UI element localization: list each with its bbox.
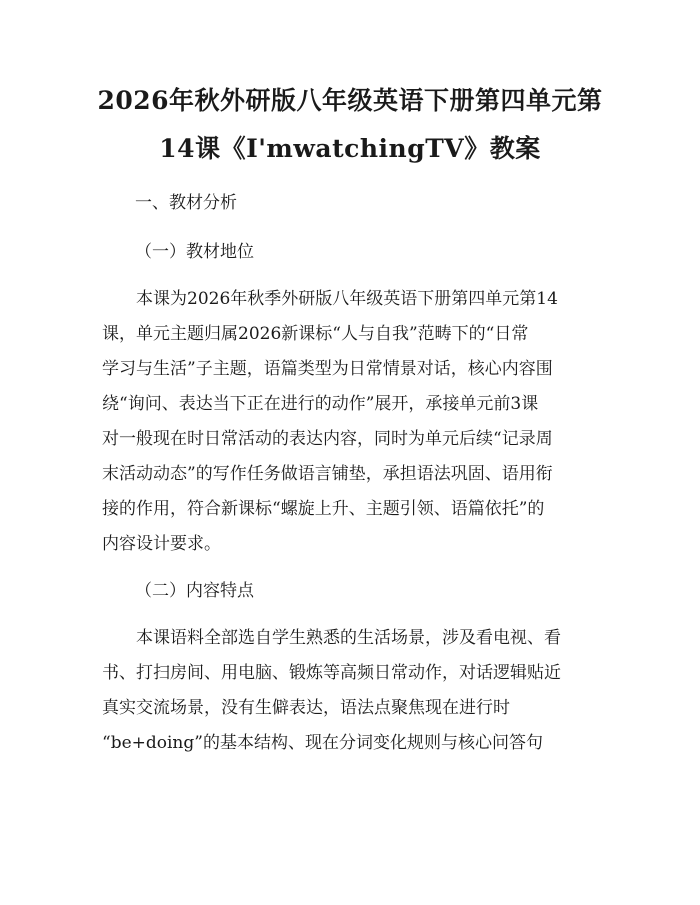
- section-heading-textbook-analysis: 一、教材分析: [135, 193, 237, 213]
- paragraph-line: 末活动动态”的写作任务做语言铺垫，承担语法巩固、语用衔: [102, 464, 553, 484]
- paragraph-line: 书、打扫房间、用电脑、锻炼等高频日常动作，对话逻辑贴近: [102, 663, 561, 683]
- paragraph-line: 内容设计要求。: [102, 534, 221, 554]
- paragraph-content-features: [102, 621, 600, 761]
- document-title-line-2: 14课《I'mwatchingTV》教案: [159, 134, 541, 163]
- paragraph-line: 本课为2026年秋季外研版八年级英语下册第四单元第14: [136, 289, 558, 309]
- paragraph-line: 本课语料全部选自学生熟悉的生活场景，涉及看电视、看: [136, 628, 561, 648]
- paragraph-line: 对一般现在时日常活动的表达内容，同时为单元后续“记录周: [102, 429, 553, 449]
- paragraph-line: 绕“询问、表达当下正在进行的动作”展开，承接单元前3课: [102, 394, 539, 414]
- document-title-line-1: 2026年秋外研版八年级英语下册第四单元第: [97, 86, 603, 115]
- subsection-heading-content-features: （二）内容特点: [135, 581, 254, 601]
- paragraph-line: 接的作用，符合新课标“螺旋上升、主题引领、语篇依托”的: [102, 499, 545, 519]
- paragraph-line: 课，单元主题归属2026新课标“人与自我”范畴下的“日常: [102, 324, 529, 344]
- paragraph-line: “be+doing”的基本结构、现在分词变化规则与核心问答句: [102, 733, 543, 753]
- paragraph-textbook-position: [102, 282, 600, 562]
- subsection-heading-textbook-position: （一）教材地位: [135, 242, 254, 262]
- paragraph-line: 学习与生活”子主题，语篇类型为日常情景对话，核心内容围: [102, 359, 553, 379]
- paragraph-line: 真实交流场景，没有生僻表达，语法点聚焦现在进行时: [102, 698, 510, 718]
